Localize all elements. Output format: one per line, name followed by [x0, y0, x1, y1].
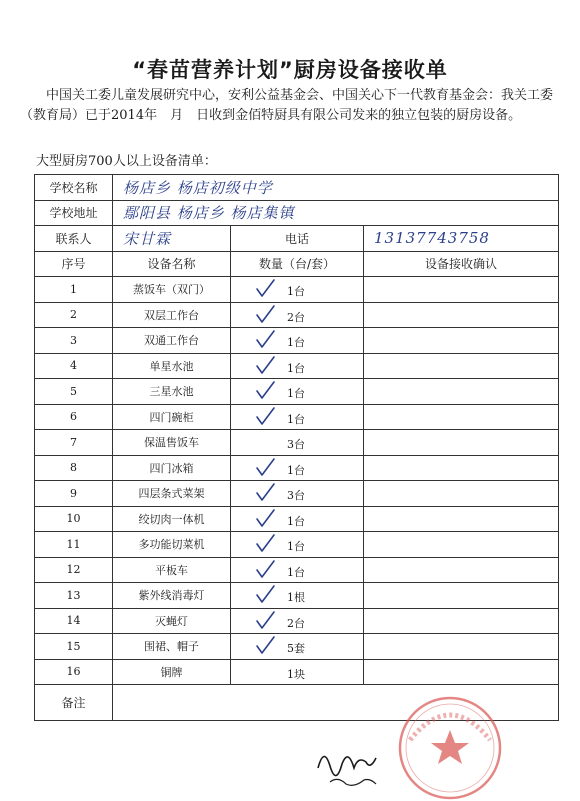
receipt-confirm-cell: [364, 302, 559, 328]
quantity-value: 1块: [287, 667, 305, 681]
equipment-name: 多功能切菜机: [113, 532, 231, 558]
quantity-cell: [231, 302, 364, 328]
equipment-name: 绞切肉一体机: [113, 506, 231, 532]
check-mark-icon: [253, 328, 277, 352]
quantity-cell: [231, 608, 364, 634]
equipment-name: 平板车: [113, 557, 231, 583]
quantity-value: 2台: [287, 616, 305, 630]
table-row: [35, 404, 559, 430]
equipment-name: 双层工作台: [113, 302, 231, 328]
quantity-cell: [231, 277, 364, 303]
equipment-name: 蒸饭车（双门）: [113, 277, 231, 303]
check-mark-icon: [253, 379, 277, 403]
equipment-name: 铜牌: [113, 659, 231, 685]
table-row: [35, 659, 559, 685]
row-number: 2: [35, 302, 113, 328]
table-row: [35, 328, 559, 354]
row-number: 13: [35, 583, 113, 609]
check-mark-icon: [253, 456, 277, 480]
receipt-confirm-cell: [364, 328, 559, 354]
quantity-cell: [231, 506, 364, 532]
quantity-value: 1台: [287, 336, 305, 349]
equipment-name: 四层条式菜架: [113, 481, 231, 507]
quantity-cell: [231, 328, 364, 354]
equipment-list-title: 大型厨房700人以上设备清单：: [36, 154, 217, 169]
contact-value: 宋甘霖: [113, 226, 231, 252]
phone-label: 电话: [231, 226, 364, 252]
quantity-value: 1台: [287, 540, 305, 553]
header-no: 序号: [35, 251, 113, 277]
check-mark-icon: [253, 354, 277, 378]
quantity-value: 1台: [287, 361, 305, 375]
table-row: [35, 583, 559, 609]
receipt-confirm-cell: [364, 277, 559, 303]
table-row: [35, 277, 559, 303]
header-qty: 数量（台/套）: [231, 251, 364, 277]
header-confirm: 设备接收确认: [364, 251, 559, 277]
quantity-cell: [231, 532, 364, 558]
receipt-confirm-cell: [364, 404, 559, 430]
quantity-cell: [231, 430, 364, 456]
equipment-name: 四门冰箱: [113, 455, 231, 481]
receipt-confirm-cell: [364, 430, 559, 456]
check-mark-icon: [253, 507, 277, 531]
school-name-label: 学校名称: [35, 175, 113, 201]
row-number: 4: [35, 353, 113, 379]
school-address-value: 鄢阳县 杨店乡 杨店集镇: [113, 200, 559, 226]
equipment-name: 四门碗柜: [113, 404, 231, 430]
row-number: 11: [35, 532, 113, 558]
equipment-name: 灭蝇灯: [113, 608, 231, 634]
quantity-value: 2台: [287, 310, 305, 324]
table-row: [35, 506, 559, 532]
receipt-confirm-cell: [364, 353, 559, 379]
receipt-confirm-cell: [364, 634, 559, 660]
quantity-cell: [231, 659, 364, 685]
check-mark-icon: [253, 303, 277, 327]
quantity-value: 1台: [287, 412, 305, 426]
check-mark-icon: [253, 277, 277, 301]
receipt-confirm-cell: [364, 557, 559, 583]
check-mark-icon: [253, 405, 277, 429]
equipment-name: 紫外线消毒灯: [113, 583, 231, 609]
table-row: [35, 455, 559, 481]
receipt-confirm-cell: [364, 455, 559, 481]
phone-value: 13137743758: [364, 226, 559, 252]
equipment-name: 单星水池: [113, 353, 231, 379]
receipt-confirm-cell: [364, 659, 559, 685]
row-number: 3: [35, 328, 113, 354]
table-row: [35, 608, 559, 634]
row-number: 9: [35, 481, 113, 507]
school-address-row: [35, 200, 559, 226]
receipt-confirm-cell: [364, 532, 559, 558]
official-seal: [380, 690, 510, 800]
quantity-cell: [231, 455, 364, 481]
quantity-cell: [231, 379, 364, 405]
row-number: 7: [35, 430, 113, 456]
receipt-confirm-cell: [364, 506, 559, 532]
row-number: 15: [35, 634, 113, 660]
school-name-row: [35, 175, 559, 201]
check-mark-icon: [253, 609, 277, 633]
quantity-value: 1台: [287, 565, 305, 579]
quantity-cell: [231, 634, 364, 660]
quantity-value: 5套: [287, 642, 305, 655]
equipment-table: [34, 174, 559, 721]
receipt-confirm-cell: [364, 379, 559, 405]
table-row: [35, 430, 559, 456]
table-row: [35, 302, 559, 328]
quantity-value: 3台: [287, 438, 305, 451]
contact-row: [35, 226, 559, 252]
handwritten-signature: [310, 738, 390, 798]
check-mark-icon: [253, 583, 277, 607]
quantity-value: 1台: [287, 387, 305, 400]
table-header-row: [35, 251, 559, 277]
receipt-confirm-cell: [364, 583, 559, 609]
check-mark-icon: [253, 634, 277, 658]
row-number: 14: [35, 608, 113, 634]
row-number: 6: [35, 404, 113, 430]
check-mark-icon: [253, 532, 277, 556]
receipt-confirm-cell: [364, 481, 559, 507]
header-name: 设备名称: [113, 251, 231, 277]
quantity-value: 3台: [287, 489, 305, 502]
table-row: [35, 379, 559, 405]
equipment-name: 围裙、帽子: [113, 634, 231, 660]
table-row: [35, 481, 559, 507]
contact-label: 联系人: [35, 226, 113, 252]
quantity-value: 1台: [287, 463, 305, 477]
check-mark-icon: [253, 558, 277, 582]
table-row: [35, 634, 559, 660]
check-mark-icon: [253, 481, 277, 505]
row-number: 10: [35, 506, 113, 532]
quantity-cell: [231, 353, 364, 379]
quantity-cell: [231, 404, 364, 430]
equipment-name: 保温售饭车: [113, 430, 231, 456]
row-number: 12: [35, 557, 113, 583]
document-title: “春苗营养计划”厨房设备接收单: [132, 58, 448, 82]
school-name-value: 杨店乡 杨店初级中学: [113, 175, 559, 201]
row-number: 8: [35, 455, 113, 481]
remarks-label: 备注: [35, 685, 113, 721]
quantity-value: 1台: [287, 514, 305, 528]
receipt-confirm-cell: [364, 608, 559, 634]
school-address-label: 学校地址: [35, 200, 113, 226]
equipment-name: 双通工作台: [113, 328, 231, 354]
table-row: [35, 557, 559, 583]
quantity-cell: [231, 557, 364, 583]
table-row: [35, 532, 559, 558]
row-number: 16: [35, 659, 113, 685]
row-number: 1: [35, 277, 113, 303]
row-number: 5: [35, 379, 113, 405]
quantity-cell: [231, 481, 364, 507]
quantity-value: 1台: [287, 285, 305, 298]
quantity-value: 1根: [287, 591, 305, 604]
quantity-cell: [231, 583, 364, 609]
intro-paragraph: 中国关工委儿童发展研究中心，安利公益基金会、中国关心下一代教育基金会：我关工委（教育局）已于2014年 月 日收到金佰特厨具有限公司发来的独立包装的厨房设备。: [20, 88, 554, 123]
table-row: [35, 353, 559, 379]
equipment-name: 三星水池: [113, 379, 231, 405]
